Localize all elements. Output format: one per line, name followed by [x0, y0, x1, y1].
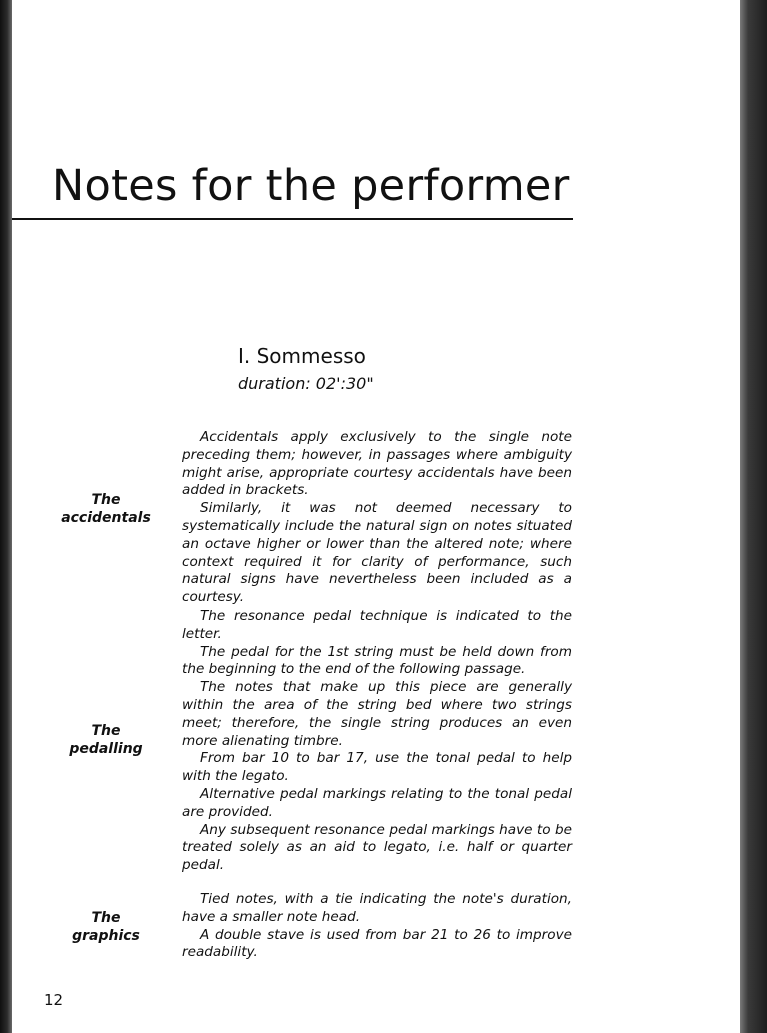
graphics-paragraph: Tied notes, with a tie indicating the note's duration, have a smaller note head. [182, 891, 572, 925]
pedalling-label-line2: pedalling [69, 741, 143, 757]
accidentals-paragraph: Accidentals apply exclusively to the single note preceding them; however, in passages where ambiguity might arise, appropriate courtesy accidentals have been added in brackets. [182, 429, 572, 499]
accidentals-paragraph: Similarly, it was not deemed necessary to systematically include the natural sign on notes situated an octave higher or lower than the altered note; where context required it for clarity of performance, such natural signs have nevertheless been included as a courtesy. [182, 500, 572, 606]
pedalling-text [182, 608, 572, 875]
pedalling-paragraph: The notes that make up this piece are generally within the area of the string bed where two strings meet; therefore, the single string produces an even more alienating timbre. [182, 679, 572, 749]
pedalling-label [46, 722, 166, 758]
graphics-text [182, 891, 572, 962]
pedalling-label-line1: The [91, 723, 121, 739]
title-underline [12, 218, 573, 220]
pedalling-paragraph: From bar 10 to bar 17, use the tonal pedal to help with the legato. [182, 750, 572, 785]
book-spine-shadow [0, 0, 12, 1033]
accidentals-label-line1: The [91, 492, 121, 508]
graphics-label-line1: The [91, 910, 121, 926]
page-title: Notes for the performer [52, 161, 570, 211]
graphics-label-line2: graphics [72, 928, 140, 944]
accidentals-text [182, 429, 572, 607]
page-edge-shadow [740, 0, 767, 1033]
pedalling-paragraph: The resonance pedal technique is indicated to the letter. [182, 608, 572, 642]
accidentals-label [46, 491, 166, 527]
page-number: 12 [44, 991, 64, 1009]
section-duration: duration: 02':30" [238, 374, 374, 393]
pedalling-paragraph: Any subsequent resonance pedal markings have to be treated solely as an aid to legato, i.e. half or quarter pedal. [182, 821, 572, 874]
graphics-label [46, 909, 166, 945]
pedalling-paragraph: Alternative pedal markings relating to the tonal pedal are provided. [182, 785, 572, 820]
pedalling-paragraph: The pedal for the 1st string must be held down from the beginning to the end of the following passage. [182, 643, 572, 678]
accidentals-label-line2: accidentals [61, 510, 151, 526]
section-title: I. Sommesso [238, 344, 366, 368]
graphics-paragraph: A double stave is used from bar 21 to 26 to improve readability. [182, 926, 572, 961]
